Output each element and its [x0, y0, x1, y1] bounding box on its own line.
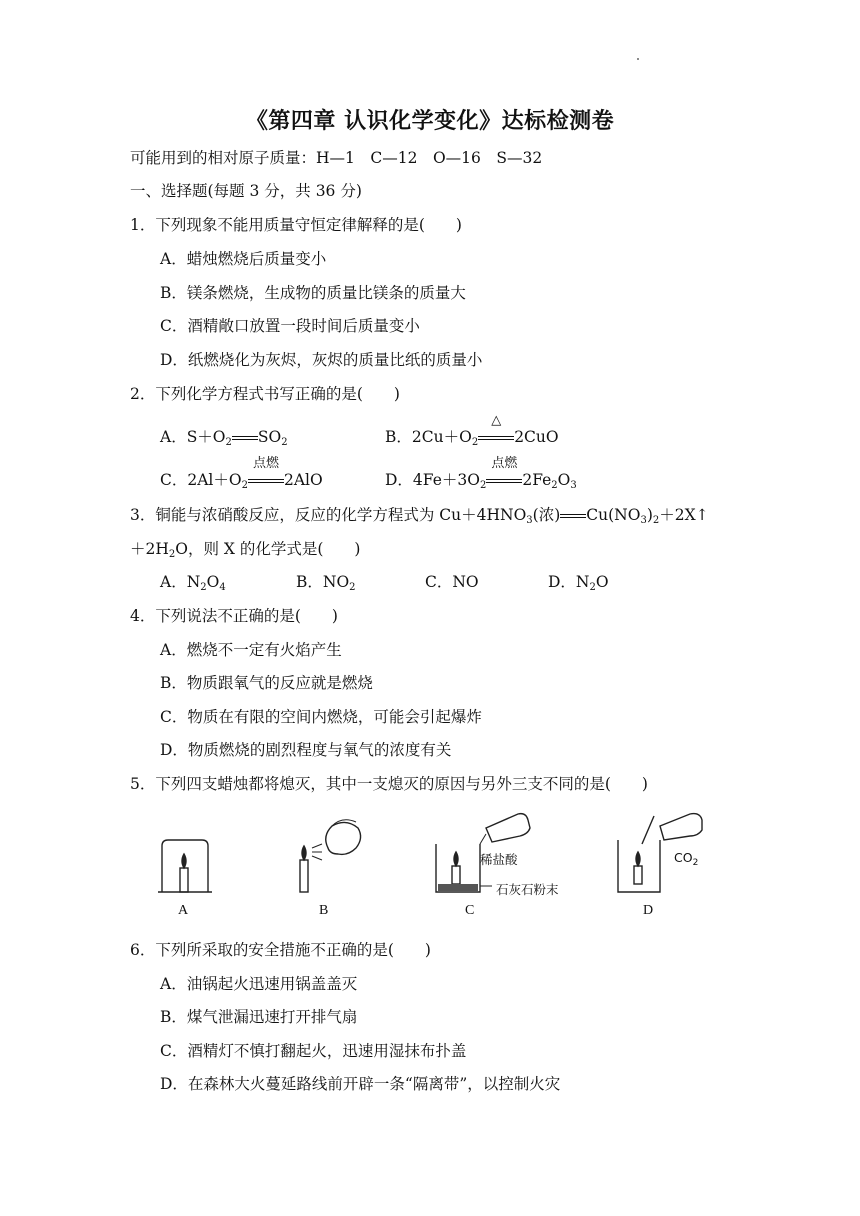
question-1-stem: 1．下列现象不能用质量守恒定律解释的是( ) [130, 216, 462, 234]
figure-label-a: A [178, 903, 189, 918]
section-heading: 一、选择题(每题 3 分，共 36 分) [130, 182, 362, 200]
q2-a-reactants: A．S＋O [160, 428, 226, 446]
q6-option-d: D．在森林大火蔓延路线前开辟一条“隔离带”，以控制火灾 [160, 1075, 561, 1093]
question-2-stem: 2．下列化学方程式书写正确的是( ) [130, 385, 400, 403]
q2-option-a: A．$S+O_2$ $SO_2$ [160, 428, 288, 448]
q3-option-a: A．$N_2O_4$ [160, 573, 226, 593]
figure-label-c: C [465, 903, 475, 918]
ignite-label: 点燃 [252, 456, 279, 471]
q4-option-a: A．燃烧不一定有火焰产生 [160, 641, 342, 659]
figure-label-d: D [643, 903, 654, 918]
atomic-mass-line: 可能用到的相对原子质量：H—1 C—12 O—16 S—32 [130, 149, 543, 167]
heat-symbol: △ [491, 413, 502, 428]
question-6-stem: 6．下列所采取的安全措施不正确的是( ) [130, 941, 431, 959]
q3-option-c: C．NO [425, 573, 479, 591]
bottle-c [486, 814, 530, 842]
q2-option-d: D．$4Fe+3O_2$ 点燃 $2Fe_2O_3$ [385, 456, 577, 491]
flame-d [636, 852, 640, 866]
q2-c-product: 2AlO [283, 471, 323, 489]
q4-option-c: C．物质在有限的空间内燃烧，可能会引起爆炸 [160, 708, 482, 726]
candle-c [452, 866, 460, 884]
q2-a-product: SO [257, 428, 282, 446]
q4-option-d: D．物质燃烧的剧烈程度与氧气的浓度有关 [160, 741, 452, 759]
flame-c [454, 852, 458, 866]
q3-option-d: D．$N_2O$ [548, 573, 609, 593]
bottle-d [660, 814, 702, 840]
question-3-stem: 3．铜能与浓硝酸反应，反应的化学方程式为 $Cu+4HNO_3$(浓) $Cu(NO_3)_2+2X↑$ [130, 506, 709, 526]
q2-b-reactants: B．2Cu＋O [385, 428, 472, 446]
q2-b-product: 2CuO [514, 428, 559, 446]
q2-option-b: B．$2Cu+O_2$ △ 2CuO [385, 413, 559, 448]
q6-option-a: A．油锅起火迅速用锅盖盖灭 [160, 975, 358, 993]
equals-sign-ignite [486, 456, 522, 490]
equals-sign-ignite [248, 456, 284, 490]
q2-c-reactants: C．2Al＋O [160, 471, 242, 489]
q2-d-reactants: D．4Fe＋3O [385, 471, 480, 489]
equals-sign [560, 505, 586, 525]
candle-illustrations [150, 808, 710, 923]
flame-b [302, 846, 306, 860]
figure-label-b: B [319, 903, 329, 918]
question-3-stem-continued: $+2H_2O$，则 X 的化学式是( ) [130, 540, 361, 560]
breath-lines [312, 844, 322, 860]
page-title: 《第四章 认识化学变化》达标检测卷 [245, 109, 615, 134]
ignite-label: 点燃 [491, 456, 518, 471]
q1-option-d: D．纸燃烧化为灰烬，灰烬的质量比纸的质量小 [160, 351, 483, 369]
label-dilute-acid: 稀盐酸 [480, 852, 518, 867]
glass-rod [642, 816, 654, 844]
question-4-stem: 4．下列说法不正确的是( ) [130, 607, 338, 625]
q2-option-c: C．$2Al+O_2$ 点燃 2AlO [160, 456, 323, 491]
candle-d [634, 866, 642, 884]
q1-option-c: C．酒精敞口放置一段时间后质量变小 [160, 317, 420, 335]
limestone-powder [438, 884, 478, 891]
q4-option-b: B．物质跟氧气的反应就是燃烧 [160, 674, 373, 692]
q6-option-c: C．酒精灯不慎打翻起火，迅速用湿抹布扑盖 [160, 1042, 467, 1060]
candle-a [180, 868, 188, 892]
candle-figure [150, 808, 710, 923]
label-limestone-powder: 石灰石粉末 [496, 882, 559, 897]
candle-b [300, 860, 308, 892]
question-5-stem: 5．下列四支蜡烛都将熄灭，其中一支熄灭的原因与另外三支不同的是( ) [130, 775, 648, 793]
q2-d-product: 2Fe [522, 471, 552, 489]
flame-a [182, 854, 186, 868]
equals-sign-heat [478, 413, 514, 447]
label-co2: $CO_2$ [674, 850, 699, 868]
scan-dot [637, 58, 639, 60]
head-b [326, 822, 361, 854]
q6-option-b: B．煤气泄漏迅速打开排气扇 [160, 1008, 358, 1026]
q1-option-a: A．蜡烛燃烧后质量变小 [160, 250, 327, 268]
equals-sign [232, 427, 258, 447]
q3-option-b: B．$NO_2$ [296, 573, 356, 593]
q1-option-b: B．镁条燃烧，生成物的质量比镁条的质量大 [160, 284, 466, 302]
